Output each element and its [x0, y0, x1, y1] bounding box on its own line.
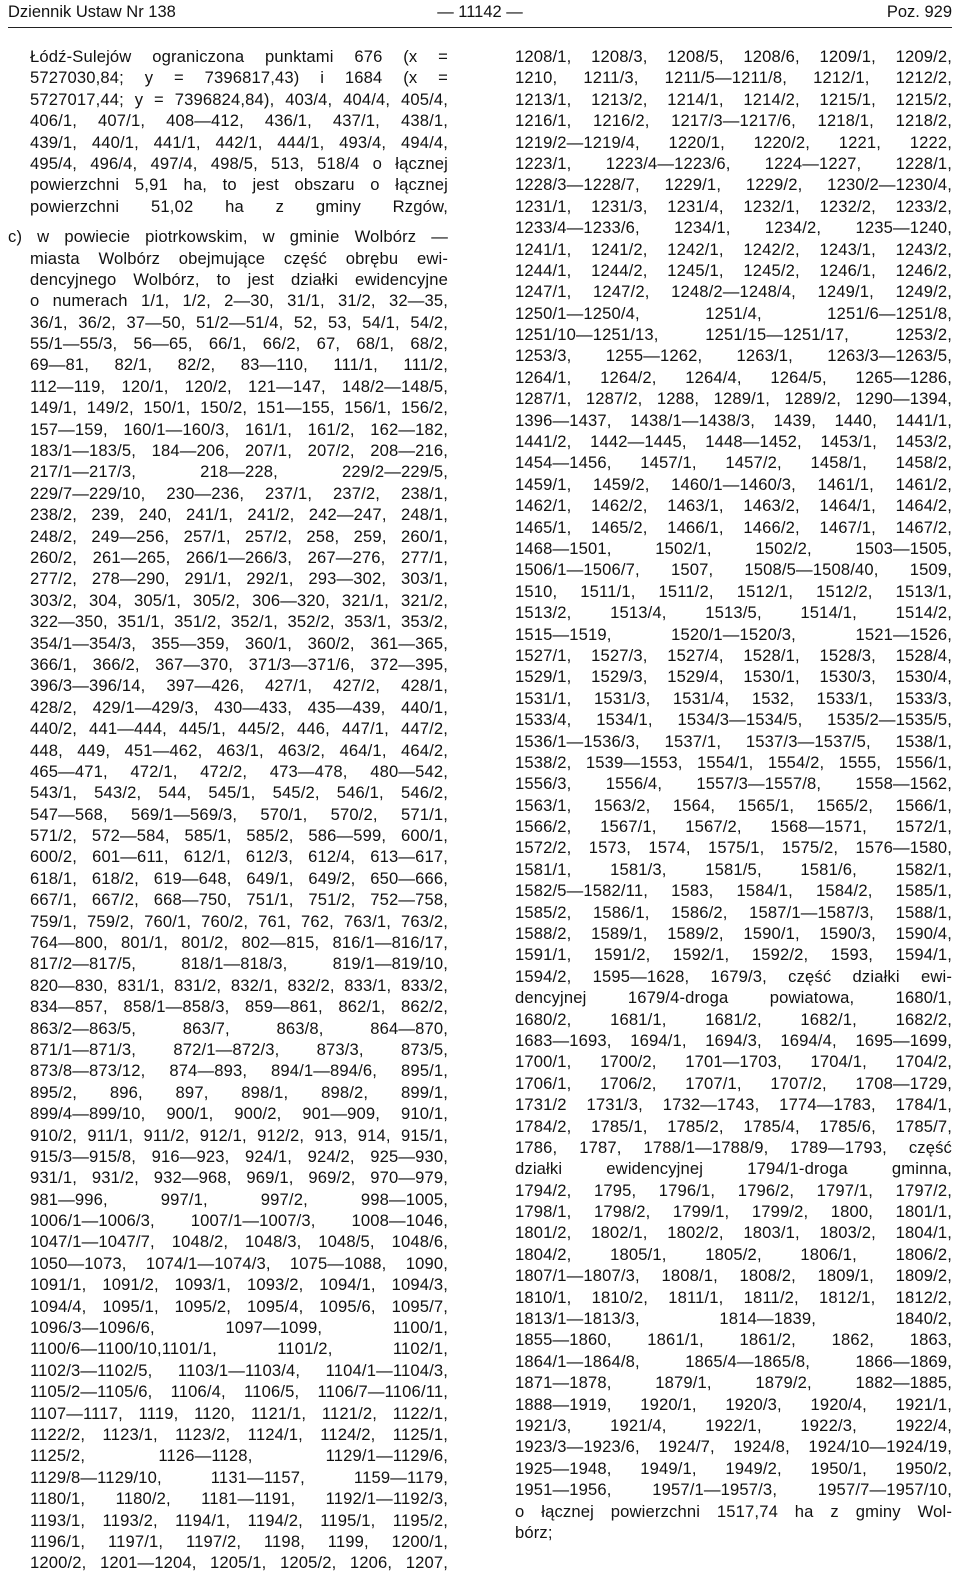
text-line: c) w powiecie piotrkowskim, w gminie Wolbórz —	[8, 227, 448, 247]
left-column	[8, 46, 448, 1574]
text-line: 1538/2, 1539—1553, 1554/1, 1554/2, 1555, 1556/1,	[515, 752, 952, 772]
text-line: 895/2, 896, 897, 898/1, 898/2, 899/1,	[30, 1082, 448, 1102]
text-line: 1798/1, 1798/2, 1799/1, 1799/2, 1800, 1801/1,	[515, 1202, 952, 1222]
text-line: 1193/1, 1193/2, 1194/1, 1194/2, 1195/1, 1195/2,	[30, 1510, 448, 1530]
text-line: 1804/2, 1805/1, 1805/2, 1806/1, 1806/2,	[515, 1244, 952, 1264]
text-line: 406/1, 407/1, 408—412, 436/1, 437/1, 438/1,	[30, 111, 448, 131]
text-line: 1784/2, 1785/1, 1785/2, 1785/4, 1785/6, 1785/7,	[515, 1116, 952, 1136]
text-line: 915/3—915/8, 916—923, 924/1, 924/2, 925—930,	[30, 1146, 448, 1166]
text-line: 303/2, 304, 305/1, 305/2, 306—320, 321/1, 321/2,	[30, 590, 448, 610]
right-column	[515, 46, 952, 1543]
text-line: 149/1, 149/2, 150/1, 150/2, 151—155, 156/1, 156/2,	[30, 398, 448, 418]
text-line: 817/2—817/5, 818/1—818/3, 819/1—819/10,	[30, 954, 448, 974]
text-line: 440/2, 441—444, 445/1, 445/2, 446, 447/1, 447/2,	[30, 719, 448, 739]
text-line: 1233/4—1233/6, 1234/1, 1234/2, 1235—1240,	[515, 218, 952, 238]
text-line: 1706/1, 1706/2, 1707/1, 1707/2, 1708—1729,	[515, 1073, 952, 1093]
text-line: 1515—1519, 1520/1—1520/3, 1521—1526,	[515, 624, 952, 644]
text-line: 1527/1, 1527/3, 1527/4, 1528/1, 1528/3, 1528/4,	[515, 645, 952, 665]
text-line: 1888—1919, 1920/1, 1920/3, 1920/4, 1921/1,	[515, 1394, 952, 1414]
text-line: 112—119, 120/1, 120/2, 121—147, 148/2—148/5,	[30, 376, 448, 396]
text-line: 1513/2, 1513/4, 1513/5, 1514/1, 1514/2,	[515, 603, 952, 623]
text-line: 157—159, 160/1—160/3, 161/1, 161/2, 162—182,	[30, 419, 448, 439]
text-line: 981—996, 997/1, 997/2, 998—1005,	[30, 1189, 448, 1209]
text-line: miasta Wolbórz obejmujące część obrębu ewi-	[30, 248, 448, 268]
text-line: dencyjnej 1679/4-droga powiatowa, 1680/1,	[515, 988, 952, 1008]
text-line: 899/4—899/10, 900/1, 900/2, 901—909, 910/1,	[30, 1104, 448, 1124]
text-line: dencyjnego Wolbórz, to jest działki ewidencyjne	[30, 269, 448, 289]
text-line: 1855—1860, 1861/1, 1861/2, 1862, 1863,	[515, 1330, 952, 1350]
text-line: 1529/1, 1529/3, 1529/4, 1530/1, 1530/3, 1530/4,	[515, 667, 952, 687]
text-line: 448, 449, 451—462, 463/1, 463/2, 464/1, 464/2,	[30, 740, 448, 760]
text-line: 465—471, 472/1, 472/2, 473—478, 480—542,	[30, 761, 448, 781]
text-line: 1287/1, 1287/2, 1288, 1289/1, 1289/2, 1290—1394,	[515, 389, 952, 409]
text-line: 1556/3, 1556/4, 1557/3—1557/8, 1558—1562,	[515, 774, 952, 794]
text-line: 543/1, 543/2, 544, 545/1, 545/2, 546/1, 546/2,	[30, 783, 448, 803]
text-line: 1531/1, 1531/3, 1531/4, 1532, 1533/1, 1533/3,	[515, 688, 952, 708]
text-line: 1786, 1787, 1788/1—1788/9, 1789—1793, część	[515, 1137, 952, 1157]
text-line: 1563/1, 1563/2, 1564, 1565/1, 1565/2, 1566/1,	[515, 795, 952, 815]
text-line: o łącznej powierzchni 1517,74 ha z gminy Wol-	[515, 1501, 952, 1521]
text-line: 871/1—871/3, 872/1—872/3, 873/3, 873/5,	[30, 1039, 448, 1059]
text-line: 1129/8—1129/10, 1131—1157, 1159—1179,	[30, 1467, 448, 1487]
text-line: 1536/1—1536/3, 1537/1, 1537/3—1537/5, 1538/1,	[515, 731, 952, 751]
text-line: 1251/10—1251/13, 1251/15—1251/17, 1253/2,	[515, 325, 952, 345]
text-line: 1951—1956, 1957/1—1957/3, 1957/7—1957/10,	[515, 1480, 952, 1500]
text-line: 1510, 1511/1, 1511/2, 1512/1, 1512/2, 1513/1,	[515, 581, 952, 601]
text-line: 439/1, 440/1, 441/1, 442/1, 444/1, 493/4, 494/4,	[30, 132, 448, 152]
text-line: 5727017,44; y = 7396824,84), 403/4, 404/4, 405/4,	[30, 89, 448, 109]
text-line: 1094/4, 1095/1, 1095/2, 1095/4, 1095/6, 1095/7,	[30, 1296, 448, 1316]
text-line: 183/1—183/5, 184—206, 207/1, 207/2, 208—216,	[30, 441, 448, 461]
text-line: 428/2, 429/1—429/3, 430—433, 435—439, 440/1,	[30, 697, 448, 717]
text-line: 55/1—55/3, 56—65, 66/1, 66/2, 67, 68/1, 68/2,	[30, 334, 448, 354]
text-line: 1566/2, 1567/1, 1567/2, 1568—1571, 1572/1,	[515, 817, 952, 837]
text-line: 229/7—229/10, 230—236, 237/1, 237/2, 238/1,	[30, 483, 448, 503]
position-number: Poz. 929	[886, 3, 952, 21]
page-header	[8, 0, 952, 24]
text-line: 834—857, 858/1—858/3, 859—861, 862/1, 862/2,	[30, 997, 448, 1017]
text-line: 1213/1, 1213/2, 1214/1, 1214/2, 1215/1, 1215/2,	[515, 89, 952, 109]
text-line: 1441/2, 1442—1445, 1448—1452, 1453/1, 1453/2,	[515, 432, 952, 452]
text-line: 1122/2, 1123/1, 1123/2, 1124/1, 1124/2, 1125/1,	[30, 1425, 448, 1444]
text-line: 366/1, 366/2, 367—370, 371/3—371/6, 372—395,	[30, 654, 448, 674]
text-line: 1223/1, 1223/4—1223/6, 1224—1227, 1228/1,	[515, 153, 952, 173]
text-line: 764—800, 801/1, 801/2, 802—815, 816/1—816/17,	[30, 933, 448, 953]
text-line: 1810/1, 1810/2, 1811/1, 1811/2, 1812/1, 1812/2,	[515, 1287, 952, 1307]
text-line: 1091/1, 1091/2, 1093/1, 1093/2, 1094/1, 1094/3,	[30, 1275, 448, 1295]
text-line: 931/1, 931/2, 932—968, 969/1, 969/2, 970—979,	[30, 1168, 448, 1188]
text-line: 248/2, 249—256, 257/1, 257/2, 258, 259, 260/1,	[30, 526, 448, 546]
text-line: 1462/1, 1462/2, 1463/1, 1463/2, 1464/1, 1464/2,	[515, 496, 952, 516]
text-line: 1459/1, 1459/2, 1460/1—1460/3, 1461/1, 1461/2,	[515, 474, 952, 494]
text-line: 1102/3—1102/5, 1103/1—1103/4, 1104/1—1104/3,	[30, 1360, 448, 1380]
journal-title: Dziennik Ustaw Nr 138	[8, 3, 176, 21]
text-line: 238/2, 239, 240, 241/1, 241/2, 242—247, 248/1,	[30, 505, 448, 525]
text-line: 1208/1, 1208/3, 1208/5, 1208/6, 1209/1, 1209/2,	[515, 47, 952, 66]
text-line: 1250/1—1250/4, 1251/4, 1251/6—1251/8,	[515, 303, 952, 323]
text-line: 5727030,84; y = 7396817,43) i 1684 (x =	[30, 68, 448, 88]
text-line: 547—568, 569/1—569/3, 570/1, 570/2, 571/1,	[30, 804, 448, 824]
text-line: 396/3—396/14, 397—426, 427/1, 427/2, 428/1,	[30, 676, 448, 696]
text-line: 1454—1456, 1457/1, 1457/2, 1458/1, 1458/2,	[515, 453, 952, 473]
text-line: 759/1, 759/2, 760/1, 760/2, 761, 762, 763/1, 763/2,	[30, 911, 448, 931]
page-number: — 11142 —	[437, 3, 523, 21]
text-line: 1683—1693, 1694/1, 1694/3, 1694/4, 1695—1699,	[515, 1030, 952, 1050]
text-line: powierzchni 5,91 ha, to jest obszaru o łącznej	[30, 175, 448, 195]
text-line: 1228/3—1228/7, 1229/1, 1229/2, 1230/2—1230/4,	[515, 175, 952, 195]
text-line: 1107—1117, 1119, 1120, 1121/1, 1121/2, 1122/1,	[30, 1403, 448, 1423]
text-line: 1105/2—1105/6, 1106/4, 1106/5, 1106/7—1106/11,	[30, 1382, 448, 1402]
text-line: 1731/2 1731/3, 1732—1743, 1774—1783, 1784/1,	[515, 1095, 952, 1115]
text-line: 1241/1, 1241/2, 1242/1, 1242/2, 1243/1, 1243/2,	[515, 239, 952, 259]
text-line: 1581/1, 1581/3, 1581/5, 1581/6, 1582/1,	[515, 859, 952, 879]
text-line: 1047/1—1047/7, 1048/2, 1048/3, 1048/5, 1048/6,	[30, 1232, 448, 1252]
text-line: bórz;	[515, 1522, 553, 1542]
text-line: 1871—1878, 1879/1, 1879/2, 1882—1885,	[515, 1373, 952, 1393]
text-line: 322—350, 351/1, 351/2, 352/1, 352/2, 353/1, 353/2,	[30, 612, 448, 632]
text-line: 1801/2, 1802/1, 1802/2, 1803/1, 1803/2, 1804/1,	[515, 1223, 952, 1243]
text-line: 1264/1, 1264/2, 1264/4, 1264/5, 1265—1286,	[515, 367, 952, 387]
text-line: 820—830, 831/1, 831/2, 832/1, 832/2, 833/1, 833/2,	[30, 975, 448, 995]
text-line: 1585/2, 1586/1, 1586/2, 1587/1—1587/3, 1588/1,	[515, 902, 952, 922]
text-line: 1921/3, 1921/4, 1922/1, 1922/3, 1922/4,	[515, 1416, 952, 1435]
text-line: 1231/1, 1231/3, 1231/4, 1232/1, 1232/2, 1233/2,	[515, 196, 952, 216]
text-line: 1247/1, 1247/2, 1248/2—1248/4, 1249/1, 1249/2,	[515, 282, 952, 302]
text-line: 1216/1, 1216/2, 1217/3—1217/6, 1218/1, 1218/2,	[515, 111, 952, 131]
text-line: 1506/1—1506/7, 1507, 1508/5—1508/40, 1509,	[515, 560, 952, 580]
text-line: 618/1, 618/2, 619—648, 649/1, 649/2, 650—666,	[30, 868, 448, 888]
text-line: 910/2, 911/1, 911/2, 912/1, 912/2, 913, 914, 915/1,	[30, 1125, 448, 1145]
text-line: 1219/2—1219/4, 1220/1, 1220/2, 1221, 1222,	[515, 132, 952, 152]
text-line: 667/1, 667/2, 668—750, 751/1, 751/2, 752—758,	[30, 890, 448, 910]
text-line: 873/8—873/12, 874—893, 894/1—894/6, 895/1,	[30, 1061, 448, 1081]
text-line: 1196/1, 1197/1, 1197/2, 1198, 1199, 1200/1,	[30, 1531, 448, 1551]
text-line: 1582/5—1582/11, 1583, 1584/1, 1584/2, 1585/1,	[515, 881, 952, 901]
text-line: 69—81, 82/1, 82/2, 83—110, 111/1, 111/2,	[30, 355, 448, 375]
text-line: 1253/3, 1255—1262, 1263/1, 1263/3—1263/5,	[515, 346, 952, 366]
text-line: 1594/2, 1595—1628, 1679/3, część działki ewi-	[515, 966, 952, 986]
text-line: 1396—1437, 1438/1—1438/3, 1439, 1440, 1441/1,	[515, 410, 952, 430]
text-line: 1468—1501, 1502/1, 1502/2, 1503—1505,	[515, 538, 952, 558]
text-line: 1096/3—1096/6, 1097—1099, 1100/1,	[30, 1318, 448, 1338]
text-line: 1923/3—1923/6, 1924/7, 1924/8, 1924/10—1924/19,	[515, 1437, 952, 1457]
text-line: 277/2, 278—290, 291/1, 292/1, 293—302, 303/1,	[30, 569, 448, 589]
text-line: działki ewidencyjnej 1794/1-droga gminna,	[515, 1159, 952, 1179]
text-line: 1180/1, 1180/2, 1181—1191, 1192/1—1192/3,	[30, 1489, 448, 1509]
text-line: 260/2, 261—265, 266/1—266/3, 267—276, 277/1,	[30, 547, 448, 567]
text-line: powierzchni 51,02 ha z gminy Rzgów,	[30, 196, 448, 216]
text-line: 863/2—863/5, 863/7, 863/8, 864—870,	[30, 1018, 448, 1038]
text-line: Łódź-Sulejów ograniczona punktami 676 (x =	[30, 47, 448, 66]
text-line: 354/1—354/3, 355—359, 360/1, 360/2, 361—365,	[30, 633, 448, 653]
header-rule	[8, 27, 952, 28]
text-line: 1006/1—1006/3, 1007/1—1007/3, 1008—1046,	[30, 1211, 448, 1231]
text-line: 1244/1, 1244/2, 1245/1, 1245/2, 1246/1, 1246/2,	[515, 260, 952, 280]
text-line: 1591/1, 1591/2, 1592/1, 1592/2, 1593, 1594/1,	[515, 945, 952, 965]
text-line: 36/1, 36/2, 37—50, 51/2—51/4, 52, 53, 54/1, 54/2,	[30, 312, 448, 332]
text-line: 600/2, 601—611, 612/1, 612/3, 612/4, 613—617,	[30, 847, 448, 867]
text-line: 1864/1—1864/8, 1865/4—1865/8, 1866—1869,	[515, 1351, 952, 1371]
text-line: 1533/4, 1534/1, 1534/3—1534/5, 1535/2—1535/5,	[515, 710, 952, 730]
text-line: 495/4, 496/4, 497/4, 498/5, 513, 518/4 o łącznej	[30, 153, 448, 173]
text-line: 1794/2, 1795, 1796/1, 1796/2, 1797/1, 1797/2,	[515, 1180, 952, 1200]
text-line: 1680/2, 1681/1, 1681/2, 1682/1, 1682/2,	[515, 1009, 952, 1029]
text-line: 1200/2, 1201—1204, 1205/1, 1205/2, 1206, 1207,	[30, 1553, 448, 1573]
text-line: 571/2, 572—584, 585/1, 585/2, 586—599, 600/1,	[30, 826, 448, 846]
text-line: 1700/1, 1700/2, 1701—1703, 1704/1, 1704/2,	[515, 1052, 952, 1072]
text-line: 1807/1—1807/3, 1808/1, 1808/2, 1809/1, 1809/2,	[515, 1266, 952, 1286]
text-line: 1572/2, 1573, 1574, 1575/1, 1575/2, 1576—1580,	[515, 838, 952, 858]
text-line: 1465/1, 1465/2, 1466/1, 1466/2, 1467/1, 1467/2,	[515, 517, 952, 537]
text-line: 1813/1—1813/3, 1814—1839, 1840/2,	[515, 1309, 952, 1329]
text-line: 1210, 1211/3, 1211/5—1211/8, 1212/1, 1212/2,	[515, 68, 952, 88]
text-line: 217/1—217/3, 218—228, 229/2—229/5,	[30, 462, 448, 482]
text-line: o numerach 1/1, 1/2, 2—30, 31/1, 31/2, 32—35,	[30, 291, 448, 311]
text-line: 1125/2, 1126—1128, 1129/1—1129/6,	[30, 1446, 448, 1466]
text-line: 1925—1948, 1949/1, 1949/2, 1950/1, 1950/2,	[515, 1458, 952, 1478]
text-line: 1100/6—1100/10,1101/1, 1101/2, 1102/1,	[30, 1339, 448, 1359]
text-line: 1050—1073, 1074/1—1074/3, 1075—1088, 1090,	[30, 1253, 448, 1273]
text-line: 1588/2, 1589/1, 1589/2, 1590/1, 1590/3, 1590/4,	[515, 924, 952, 944]
